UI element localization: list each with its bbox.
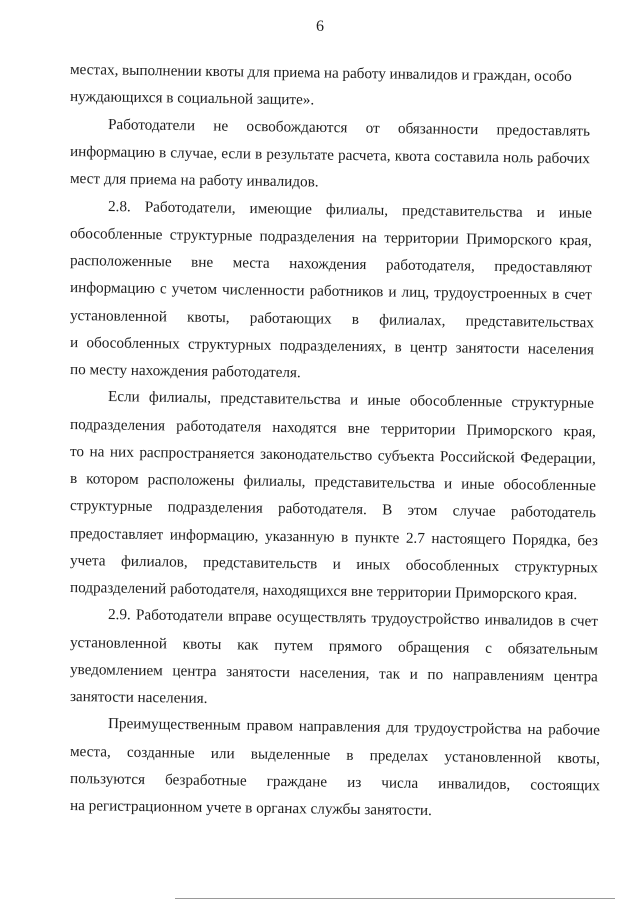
word: структурных xyxy=(187,335,272,354)
word: 2.8. xyxy=(107,198,131,216)
word: котором xyxy=(86,470,139,488)
word: филиалы, xyxy=(148,388,212,407)
word: случае, xyxy=(170,144,218,163)
word: структурные xyxy=(169,226,253,245)
text-line xyxy=(108,199,592,221)
word: квоты xyxy=(205,62,245,81)
word: края, xyxy=(563,422,597,441)
word: состоящих xyxy=(530,776,601,795)
word: без xyxy=(577,532,599,550)
text-line xyxy=(70,662,598,685)
word: инвалидов, xyxy=(438,775,511,794)
text-line xyxy=(70,280,592,302)
word: обособленные xyxy=(503,476,597,495)
text-line xyxy=(70,335,594,358)
text-line xyxy=(108,607,598,629)
page-number: 6 xyxy=(316,18,324,35)
word: для xyxy=(247,63,271,81)
word: 2.7 xyxy=(405,529,426,547)
word: и xyxy=(388,283,397,301)
word: в xyxy=(394,338,402,356)
word: центра xyxy=(172,662,217,681)
text-line xyxy=(108,389,594,411)
word: учета xyxy=(69,552,106,570)
text-line xyxy=(70,62,572,84)
word: них xyxy=(109,443,134,461)
word: инвалидов xyxy=(389,65,458,84)
word: и xyxy=(409,665,418,683)
word: законодательство xyxy=(259,445,373,465)
word: трудоустройство xyxy=(371,609,480,629)
word: квоты xyxy=(182,635,222,654)
word: составила xyxy=(434,148,500,166)
word: счет xyxy=(564,285,592,304)
word: места, xyxy=(69,743,111,761)
word: пользуются xyxy=(69,770,146,789)
word: на xyxy=(361,229,378,247)
word: квоты, xyxy=(186,308,230,327)
word: рабочих xyxy=(537,149,590,168)
word: обязательным xyxy=(507,640,599,659)
word: настоящего xyxy=(431,530,506,549)
word: иных xyxy=(356,555,391,574)
word: края, xyxy=(559,231,593,250)
text-line xyxy=(70,526,598,549)
word: Приморского xyxy=(466,421,553,440)
word: пределах xyxy=(369,747,429,766)
word: работающих xyxy=(249,309,332,328)
word: квоты, xyxy=(557,749,601,768)
word: Работодатели xyxy=(135,606,224,625)
word: числа xyxy=(381,774,419,792)
word: с xyxy=(485,639,493,657)
word: обособленных xyxy=(86,334,180,353)
word: квота xyxy=(394,147,431,166)
word: обязанности xyxy=(397,120,479,139)
text-line: на регистрационном учете в органах службы занятости. xyxy=(69,797,432,820)
text-line xyxy=(108,716,600,738)
word: филиалах, xyxy=(379,311,446,330)
word: трудоустройства xyxy=(414,719,522,738)
word: работодатель xyxy=(510,503,597,522)
word: и xyxy=(461,66,470,84)
word: нахождения xyxy=(289,255,367,274)
word: указанную xyxy=(264,527,335,546)
word: путем xyxy=(274,636,314,655)
text-line xyxy=(70,226,592,248)
word: обращения xyxy=(397,638,470,657)
word: структурные xyxy=(69,497,153,516)
word: представительства xyxy=(314,473,436,493)
word: иные xyxy=(558,204,593,222)
word: так xyxy=(378,665,401,683)
word: установленной xyxy=(69,307,168,326)
word: представительств xyxy=(203,553,318,573)
word: прямого xyxy=(328,637,383,656)
word: структурных xyxy=(514,558,599,577)
word: от xyxy=(365,119,380,137)
word: филиалы, xyxy=(243,472,306,491)
word: представительства xyxy=(401,202,523,221)
word: работодателя. xyxy=(277,499,368,519)
text-line: подразделений работодателя, находящихся вне территории Приморского края. xyxy=(69,579,578,604)
word: созданные xyxy=(126,743,195,762)
word: расчета, xyxy=(337,146,391,165)
word: безработные xyxy=(164,771,247,790)
word: из xyxy=(347,773,362,792)
word: филиалов, xyxy=(120,552,188,571)
word: населения xyxy=(527,340,595,359)
word: 2.9. xyxy=(107,606,131,624)
word: Работодатели xyxy=(107,116,196,135)
word: правом xyxy=(246,716,294,735)
text-line: мест для приема на работу инвалидов. xyxy=(69,170,319,191)
text-line xyxy=(70,771,600,794)
text-line xyxy=(70,308,594,331)
word: осуществлять xyxy=(276,608,367,627)
text-line: нуждающихся в социальной защите». xyxy=(69,88,315,109)
word: вправе xyxy=(228,607,272,626)
word: обособленные xyxy=(69,225,163,244)
word: Работодатели, xyxy=(144,198,236,217)
word: населения, xyxy=(299,664,370,683)
word: выполнении xyxy=(121,61,202,80)
word: пункте xyxy=(354,528,400,547)
word: Приморского xyxy=(466,230,553,249)
word: подразделения xyxy=(259,227,355,246)
word: граждан, xyxy=(473,66,531,85)
word: установленной xyxy=(444,748,542,767)
word: работу xyxy=(342,64,387,83)
word: и xyxy=(349,391,359,409)
word: центр xyxy=(409,338,448,357)
text-line xyxy=(70,444,596,467)
word: установленной xyxy=(69,634,168,653)
word: предоставлять xyxy=(496,121,591,140)
word: центра xyxy=(553,667,598,686)
word: направлениям xyxy=(452,666,545,685)
word: Преимущественным xyxy=(107,715,241,734)
word: филиалы, xyxy=(325,201,389,219)
word: если xyxy=(221,145,252,163)
word: особо xyxy=(534,67,572,86)
word: занятости xyxy=(226,663,291,682)
text-line xyxy=(70,553,598,576)
word: трудоустроенных xyxy=(434,284,548,303)
word: расположены xyxy=(147,471,235,490)
word: информацию xyxy=(69,279,156,298)
word: и xyxy=(69,334,79,352)
word: направления xyxy=(298,717,381,736)
word: в xyxy=(158,144,167,162)
word: или xyxy=(210,744,235,763)
word: в xyxy=(346,746,354,764)
word: подразделениях, xyxy=(279,336,387,356)
word: предоставляют xyxy=(494,257,593,277)
word: субъекта xyxy=(377,447,435,466)
word: имеющие xyxy=(249,199,313,218)
word: подразделения xyxy=(167,498,263,517)
text-line xyxy=(70,417,596,440)
word: по xyxy=(427,665,444,684)
word: и xyxy=(332,555,341,573)
word: ноль xyxy=(502,149,534,167)
word: то xyxy=(69,443,85,461)
word: в xyxy=(552,285,560,303)
word: информацию xyxy=(69,143,156,162)
text-line xyxy=(108,117,590,139)
word: результате xyxy=(266,145,335,164)
word: местах, xyxy=(69,61,119,79)
word: обособленных xyxy=(405,556,500,575)
text-line xyxy=(70,498,596,521)
word: лиц, xyxy=(401,283,430,302)
word: Федерации, xyxy=(520,449,596,468)
word: Российской xyxy=(439,448,515,467)
word: В xyxy=(382,501,393,519)
word: территории xyxy=(384,229,459,248)
word: счет xyxy=(570,612,599,630)
word: рабочие xyxy=(548,721,601,739)
word: инвалидов xyxy=(484,611,554,630)
text-line xyxy=(70,144,590,166)
word: структурные xyxy=(511,393,595,412)
word: в xyxy=(69,470,78,488)
word: на xyxy=(89,443,105,461)
scan-edge-line xyxy=(175,898,615,899)
word: с xyxy=(159,280,167,298)
word: иные xyxy=(461,475,495,493)
word: освобождаются xyxy=(246,117,348,137)
word: находятся xyxy=(272,418,337,437)
word: в xyxy=(340,528,349,546)
word: распространяется xyxy=(139,443,255,463)
word: места xyxy=(232,254,270,272)
text-line xyxy=(70,471,596,494)
text-line: занятости населения. xyxy=(69,688,208,707)
word: работодателя, xyxy=(385,256,475,275)
word: обособленные xyxy=(409,392,503,411)
word: в xyxy=(351,310,360,329)
word: информацию, xyxy=(169,526,259,545)
word: представительства xyxy=(220,389,341,409)
word: расположенные xyxy=(69,252,172,271)
word: на xyxy=(323,64,339,82)
word: не xyxy=(213,117,229,135)
word: уведомлением xyxy=(69,661,163,680)
word: работников xyxy=(309,282,384,301)
word: вне xyxy=(347,419,370,438)
word: и xyxy=(443,475,453,493)
word: случае xyxy=(452,502,496,520)
word: и xyxy=(536,203,545,222)
word: Порядка, xyxy=(512,531,571,549)
word: учетом xyxy=(171,280,218,299)
word: на xyxy=(527,720,543,739)
word: приема xyxy=(273,63,321,82)
word: граждане xyxy=(266,772,328,791)
word: выделенные xyxy=(250,745,331,764)
word: занятости xyxy=(455,339,520,358)
word: численности xyxy=(221,281,305,300)
word: в xyxy=(558,612,566,630)
word: этом xyxy=(407,501,438,520)
word: вне xyxy=(190,253,214,271)
word: представительствах xyxy=(465,312,595,332)
word: для xyxy=(386,718,409,737)
word: территории xyxy=(380,420,456,439)
text-line xyxy=(70,744,600,767)
word: подразделения xyxy=(69,416,166,435)
word: работодателя xyxy=(176,417,262,436)
word: иные xyxy=(367,391,401,410)
word: Если xyxy=(107,388,140,406)
text-line xyxy=(70,635,598,658)
word: предоставляет xyxy=(69,525,164,544)
text-line xyxy=(70,253,592,275)
word: в xyxy=(254,145,263,163)
word: как xyxy=(237,636,259,654)
text-line: по месту нахождения работодателя. xyxy=(69,361,301,382)
